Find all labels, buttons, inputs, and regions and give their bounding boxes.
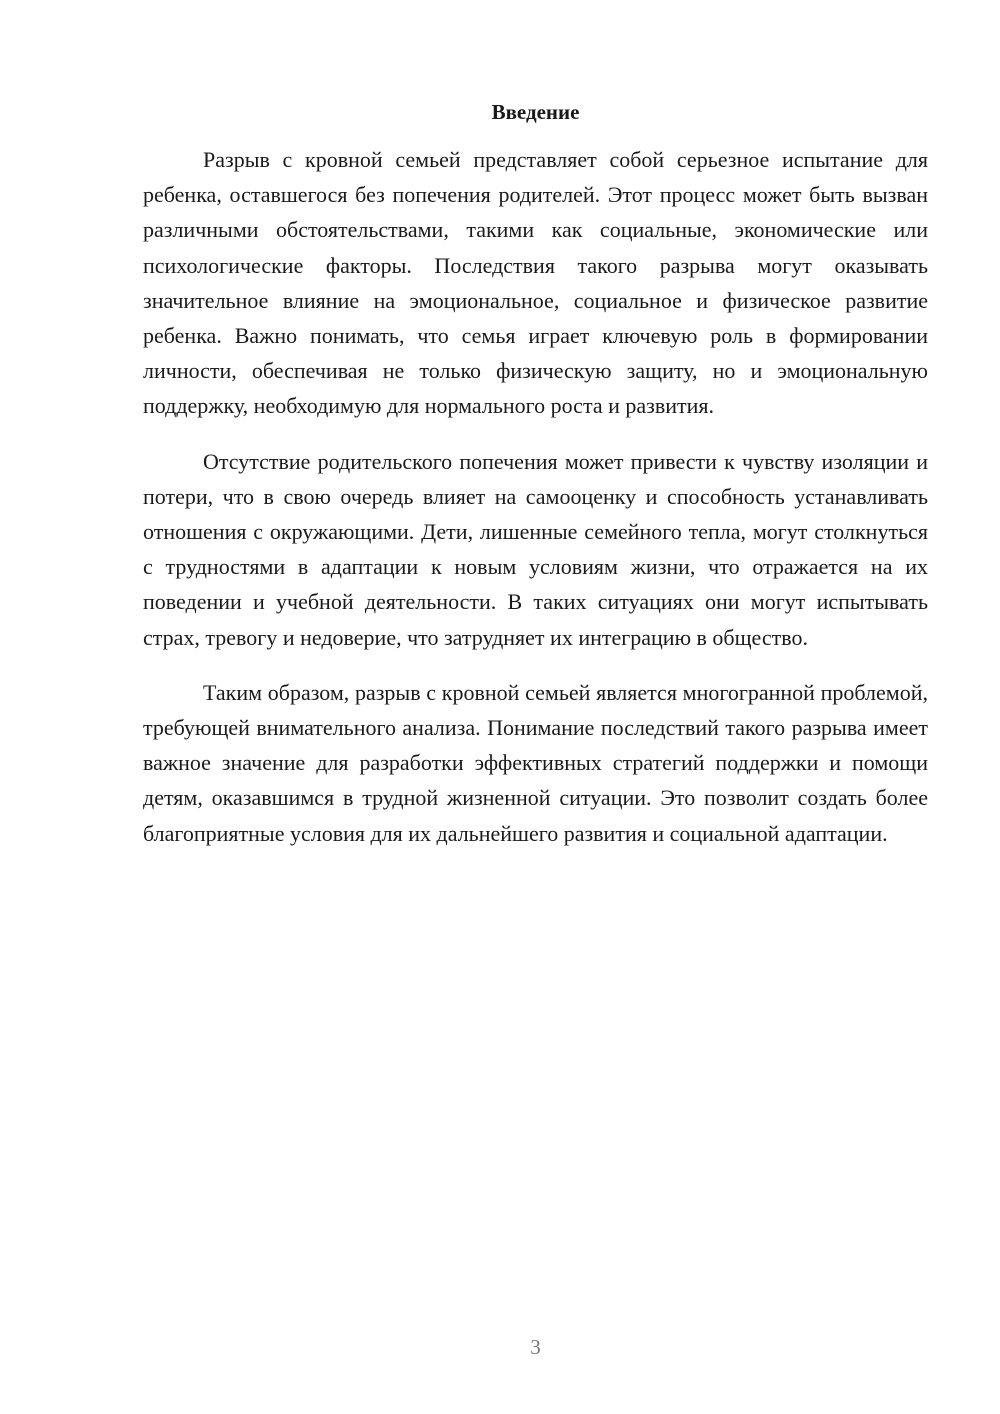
body-text <box>143 142 928 871</box>
page-number: 3 <box>530 1335 541 1359</box>
paragraph-1: Разрыв с кровной семьей представляет собой серьезное испытание для ребенка, оставшегося без попечения родителей. Этот процесс может быть вызван различными обстоятельствами, такими как социальные, экономические или психологические факторы. Последствия такого разрыва могут оказывать значительное влияние на эмоциональное, социальное и физическое развитие ребенка. Важно понимать, что семья играет ключевую роль в формировании личности, обеспечивая не только физическую защиту, но и эмоциональную поддержку, необходимую для нормального роста и развития. <box>143 147 928 419</box>
paragraph-3: Таким образом, разрыв с кровной семьей является многогранной проблемой, требующей внимательного анализа. Понимание последствий такого разрыва имеет важное значение для разработки эффективных стратегий поддержки и помощи детям, оказавшимся в трудной жизненной ситуации. Это позволит создать более благоприятные условия для их дальнейшего развития и социальной адаптации. <box>143 679 928 846</box>
paragraph-2: Отсутствие родительского попечения может привести к чувству изоляции и потери, что в свою очередь влияет на самооценку и способность устанавливать отношения с окружающими. Дети, лишенные семейного тепла, могут столкнуться с трудностями в адаптации к новым условиям жизни, что отражается на их поведении и учебной деятельности. В таких ситуациях они могут испытывать страх, тревогу и недоверие, что затрудняет их интеграцию в общество. <box>143 448 928 650</box>
page-heading: Введение <box>491 100 580 124</box>
